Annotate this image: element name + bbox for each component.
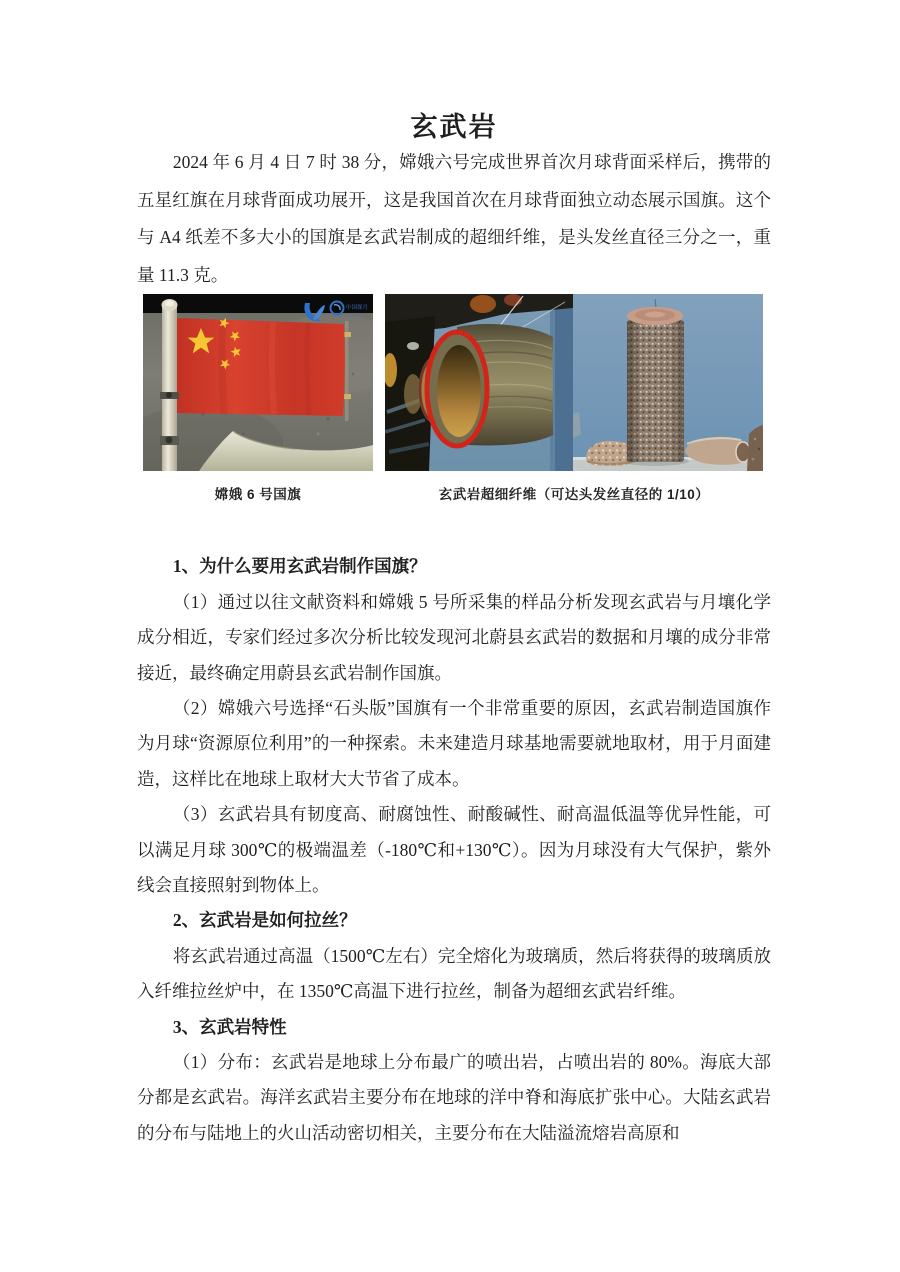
space-sky [143,294,373,313]
page-content [137,0,771,1151]
section-1-paragraph-2: （2）嫦娥六号选择“石头版”国旗有一个非常重要的原因，玄武岩制造国旗作为月球“资源原位利用”的一种探索。未来建造月球基地需要就地取材，用于月面建造，这样比在地球上取材大大节省了成本。 [137,698,771,789]
change6-flag-photo [143,294,373,471]
figure-flag [143,294,373,503]
clep-logo-text: 中国探月 [346,305,369,312]
clep-logo-subtext: C L E P [347,313,361,319]
figure-caption-fiber: 玄武岩超细纤维（可达头发丝直径的 1/10） [438,487,710,503]
fiber-bobbin-photo [573,294,763,471]
figure-caption-flag: 嫦娥 6 号国旗 [214,487,302,503]
intro-paragraph: 2024 年 6 月 4 日 7 时 38 分，嫦娥六号完成世界首次月球背面采样后，携带的五星红旗在月球背面成功展开，这是我国首次在月球背面独立动态展示国旗。这个与 A4 纸差不多大小的国旗是玄武岩制成的超细纤维，是头发丝直径三分之一，重量 11.3 克。 [137,152,771,285]
fiber-spool-photo [385,294,573,471]
flag-pole [162,307,177,471]
figure-fiber [385,294,763,503]
section-2-paragraph-1: 将玄武岩通过高温（1500℃左右）完全熔化为玻璃质，然后将获得的玻璃质放入纤维拉丝炉中，在 1350℃高温下进行拉丝，制备为超细玄武岩纤维。 [137,945,771,1002]
section-2-heading: 2、玄武岩是如何拉丝？ [172,910,357,931]
section-1-heading: 1、为什么要用玄武岩制作国旗？ [172,556,427,577]
section-3-heading: 3、玄武岩特性 [172,1016,287,1037]
figure-row [143,294,771,503]
section-1-paragraph-3: （3）玄武岩具有韧度高、耐腐蚀性、耐酸碱性、耐高温低温等优异性能，可以满足月球 300℃的极端温差（-180℃和+130℃）。因为月球没有大气保护，紫外线会直接照射到物体上。 [137,804,771,896]
body-text [137,549,771,1151]
page-title: 玄武岩 [410,112,498,142]
spool-end-core [437,345,481,437]
section-3-paragraph-1: （1）分布：玄武岩是地球上分布最广的喷出岩，占喷出岩的 80%。海底大部分都是玄武岩。海洋玄武岩主要分布在地球的洋中脊和海底扩张中心。大陆玄武岩的分布与陆地上的火山活动密切相关，主要分布在大陆溢流熔岩高原和 [137,1052,771,1143]
section-1-paragraph-1: （1）通过以往文献资料和嫦娥 5 号所采集的样品分析发现玄武岩与月壤化学成分相近，专家们经过多次分析比较发现河北蔚县玄武岩的数据和月壤的成分非常接近，最终确定用蔚县玄武岩制作国旗。 [137,591,771,683]
fiber-composite [385,294,763,471]
